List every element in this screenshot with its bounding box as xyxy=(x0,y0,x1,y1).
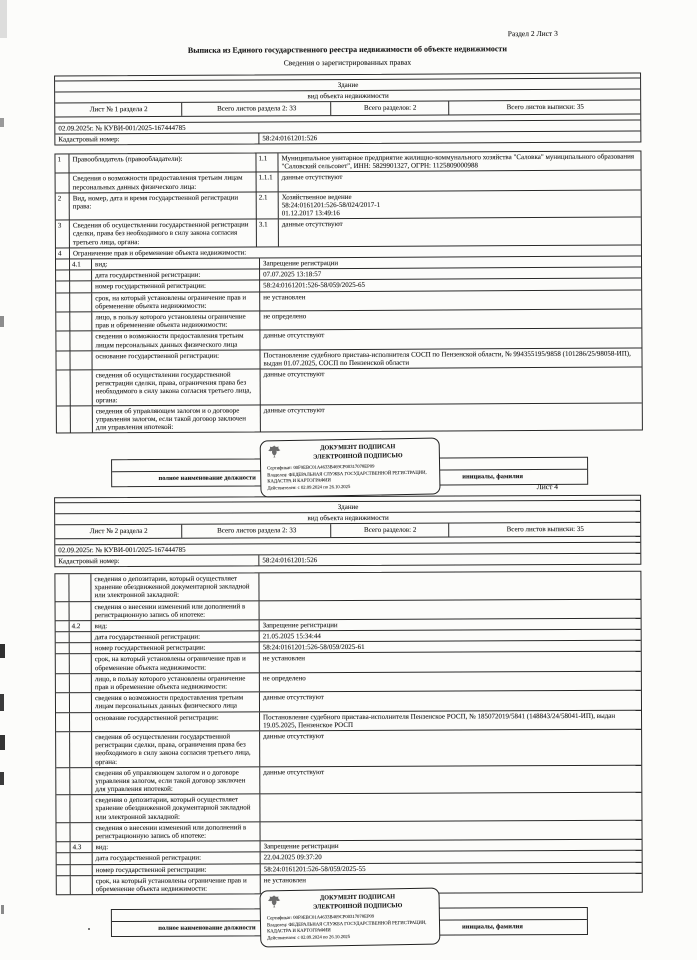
sheet-corner-label: Лист 4 xyxy=(536,482,559,492)
object-type-table xyxy=(54,72,641,145)
sheet-3 xyxy=(0,28,697,492)
row-value: не установлен xyxy=(259,652,641,672)
row-label: сведения об управляющем залогом и о договоре управления залогом, если такой договор заключен для управления ипотекой: xyxy=(91,767,259,794)
table-row xyxy=(56,671,641,693)
table-row xyxy=(56,792,641,822)
row-value xyxy=(258,572,640,600)
table-row xyxy=(56,764,641,794)
row-number xyxy=(56,174,69,192)
row-label: Сведения об осуществлении государственной регистрации сделки, права без необходимого в силу закона согласия третьего лица, органа: xyxy=(69,220,256,248)
cadastral-value: 58:24:0161201:526 xyxy=(258,553,640,565)
cadastral-label: Кадастровый номер: xyxy=(58,556,120,566)
signature-initials-label: инициалы, фамилия xyxy=(397,470,587,485)
sheet1-tables xyxy=(54,72,643,492)
row-sub-number: 4.1 xyxy=(69,259,91,269)
row-label: Правообладатель (правообладатели): xyxy=(68,153,255,172)
object-type: Здание xyxy=(337,80,359,90)
row-label: Вид, номер, дата и время государственной регистрации права: xyxy=(69,192,256,220)
stamp-owner: Владелец: ФЕДЕРАЛЬНАЯ СЛУЖБА ГОСУДАРСТВЕННОЙ РЕГИСТРАЦИИ, КАДАСТРА И КАРТОГРАФИИ xyxy=(266,470,427,485)
row-label: сведения о внесении изменений или дополнений в регистрационную запись об ипотеке: xyxy=(91,601,259,620)
row-value: не установлен xyxy=(260,873,642,893)
row-value: данные отсутствуют xyxy=(278,218,641,246)
row-value: не определено xyxy=(259,672,641,692)
rights-table xyxy=(54,150,642,434)
row-value: Запрещение регистрации xyxy=(259,619,641,631)
row-label: вид: xyxy=(91,620,259,631)
row-label: сведения об осуществлении государственной регистрации сделки, права, ограничения права без необходимого в силу закона согласия третьего лица, органа: xyxy=(91,731,259,766)
row-label: сведения о возможности предоставления третьим лицам персональных данных физического лица xyxy=(91,331,259,350)
table-row xyxy=(56,820,641,842)
total-sheets-section: Всего листов раздела 2: 33 xyxy=(181,524,330,537)
section-header-label: Ограничение прав и обременение объекта недвижимости: xyxy=(69,245,641,258)
table-row xyxy=(56,690,641,712)
row-value: 58:24:0161201:526-58/059/2025-55 xyxy=(260,862,642,874)
row-sub-number: 4.3 xyxy=(70,842,92,852)
row-value: 21.05.2025 15:34:44 xyxy=(259,630,641,642)
row-value: данные отсутствуют xyxy=(259,730,641,766)
row-value: данные отсутствуют xyxy=(260,368,642,405)
doc-title: Выписка из Единого государственного реестра недвижимости об объекте недвижимости xyxy=(187,44,507,55)
row-number: 3 xyxy=(57,221,62,230)
table-row xyxy=(56,729,641,767)
row-value xyxy=(259,793,641,821)
stamp-owner: Владелец: ФЕДЕРАЛЬНАЯ СЛУЖБА ГОСУДАРСТВЕННОЙ РЕГИСТРАЦИИ, КАДАСТРА И КАРТОГРАФИИ xyxy=(266,920,426,935)
scan-artifact xyxy=(0,316,4,327)
row-value xyxy=(259,821,641,841)
table-row xyxy=(56,170,641,192)
scan-artifact xyxy=(0,0,7,38)
row-label: основание государственной регистрации: xyxy=(91,350,259,369)
row-value: данные отсутствуют xyxy=(259,329,641,349)
table-row xyxy=(56,709,641,731)
doc-number: 02.09.2025г. № КУВИ-001/2025-167444785 xyxy=(58,545,186,554)
sheet-number: Лист № 1 раздела 2 xyxy=(89,105,148,114)
table-row xyxy=(55,572,640,601)
row-label: срок, на который установлены ограничение прав и обременение объекта недвижимости: xyxy=(91,654,259,673)
row-value: данные отсутствуют xyxy=(278,171,641,191)
e-signature-stamp xyxy=(259,888,440,948)
row-sub-number: 4.2 xyxy=(69,621,91,631)
scan-artifact xyxy=(0,118,4,127)
row-number: 4 xyxy=(57,249,62,258)
object-type-table xyxy=(54,495,641,567)
row-label: дата государственной регистрации: xyxy=(91,270,259,281)
row-value: Постановление судебного пристава-исполнителя СОСП по Пензенской области, № 994355195/9858 (101286/25/98058-ИП), выдан 01.07.2025, СОСП по Пензенской области xyxy=(259,348,641,368)
scan-artifact xyxy=(0,644,5,658)
scan-artifact xyxy=(0,772,4,785)
object-type-caption: вид объекта недвижимости xyxy=(307,514,389,523)
row-value: не определено xyxy=(259,309,641,329)
table-row xyxy=(56,328,641,350)
row-value xyxy=(259,599,641,619)
row-label: сведения о депозитарии, который осуществляет хранение обездвиженной документарной закладной или электронной закладной: xyxy=(90,573,258,600)
row-label: Сведения о возможности предоставления третьим лицам персональных данных физического лица: xyxy=(69,173,256,192)
object-type: Здание xyxy=(337,502,359,512)
scan-artifact xyxy=(0,735,5,750)
signature-block xyxy=(111,893,588,942)
row-label: сведения об управляющем залогом и о договоре управления залогом, если такой договор заключен для управления ипотекой: xyxy=(92,405,260,432)
row-value: Запрещение регистрации xyxy=(260,840,642,852)
row-label: лицо, в пользу которого установлены ограничение прав и обременение объекта недвижимости: xyxy=(91,311,259,330)
doc-subtitle: Сведения о зарегистрированных правах xyxy=(283,57,412,68)
row-value: 58:24:0161201:526-58/059/2025-61 xyxy=(259,641,641,653)
total-sheets: Всего листов выписки: 35 xyxy=(448,101,640,114)
stamp-certificate: Сертификат: 00F9ЕВС01А4633В469СР00317078ЕР09 xyxy=(266,464,374,472)
table-row xyxy=(56,308,641,330)
sheet-number: Лист № 2 раздела 2 xyxy=(89,527,148,536)
signature-position-label: полное наименование должности xyxy=(158,474,256,483)
cadastral-label: Кадастровый номер: xyxy=(58,134,120,144)
total-sections: Всего разделов: 2 xyxy=(330,524,448,537)
row-label: дата государственной регистрации: xyxy=(91,631,259,642)
stamp-validity: Действителен: с 02.09.2024 по 26.10.2025 xyxy=(266,934,350,942)
row-label: сведения о возможности предоставления третьим лицам персональных данных физического лица xyxy=(91,693,259,712)
coat-of-arms-icon xyxy=(266,445,282,465)
cadastral-value: 58:24:0161201:526 xyxy=(258,131,640,143)
row-value: данные отсутствуют xyxy=(260,403,642,432)
row-number: 2 xyxy=(57,194,62,203)
row-value: данные отсутствуют xyxy=(259,765,641,793)
stamp-title-line1: ДОКУМЕНТ ПОДПИСАН xyxy=(319,893,395,902)
coat-of-arms-icon xyxy=(266,894,282,914)
row-value: 22.04.2025 09:37:20 xyxy=(260,851,642,863)
row-sub-number: 2.1 xyxy=(256,192,278,219)
total-sections: Всего разделов: 2 xyxy=(330,102,448,115)
stamp-validity: Действителен: с 02.09.2024 по 26.10.2025 xyxy=(266,485,350,492)
sheet-meta-row xyxy=(55,522,640,538)
row-value: данные отсутствуют xyxy=(259,691,641,711)
table-row xyxy=(56,598,641,620)
row-label: номер государственной регистрации: xyxy=(92,864,260,875)
table-row xyxy=(57,402,642,433)
table-row xyxy=(57,367,642,406)
signature-position-label: полное наименование должности xyxy=(158,924,256,932)
row-label: сведения о внесении изменений или дополнений в регистрационную запись об ипотеке: xyxy=(91,822,259,841)
signature-initials-label: инициалы, фамилия xyxy=(397,920,587,935)
sheet-corner-label: Раздел 2 Лист 3 xyxy=(507,28,558,39)
total-sheets-section: Всего листов раздела 2: 33 xyxy=(181,102,330,115)
scan-artifact xyxy=(1,905,4,914)
row-label: основание государственной регистрации: xyxy=(91,712,259,731)
row-value: Постановление судебного пристава-исполнителя Пензенское РОСП, № 185072019/5841 (148843/24/58041-ИП), выдан 19.05.2025, Пензенское РОСП xyxy=(259,710,641,730)
doc-number: 02.09.2025г. № КУВИ-001/2025-167444785 xyxy=(58,123,186,133)
row-label: срок, на который установлены ограничение прав и обременение объекта недвижимости: xyxy=(92,875,260,894)
object-type-caption: вид объекта недвижимости xyxy=(307,91,389,101)
row-label: вид: xyxy=(91,258,259,269)
table-row xyxy=(56,651,641,673)
stamp-certificate: Сертификат: 00F9ЕВС01А4633В469СР00317078ЕР09 xyxy=(266,914,374,922)
row-sub-number: 3.1 xyxy=(256,220,278,247)
row-label: дата государственной регистрации: xyxy=(92,853,260,864)
sheet-4 xyxy=(0,481,697,942)
row-label: срок, на который установлены ограничение прав и обременение объекта недвижимости: xyxy=(91,292,259,311)
row-number xyxy=(56,259,69,269)
table-row xyxy=(55,151,640,172)
stamp-title xyxy=(282,443,432,464)
row-sub-number: 1.1.1 xyxy=(256,173,278,191)
stamp-title xyxy=(282,893,432,913)
scan-artifact xyxy=(0,694,4,711)
row-value: не установлен xyxy=(259,290,641,310)
row-label: сведения об осуществлении государственной регистрации сделки, права, ограничения права без необходимого в силу закона согласия третьего лица, органа: xyxy=(92,370,260,406)
row-value: Запрещение регистрации xyxy=(259,256,641,268)
stamp-title-line1: ДОКУМЕНТ ПОДПИСАН xyxy=(319,443,395,452)
row-label: вид: xyxy=(92,842,260,853)
table-row xyxy=(56,289,641,311)
sheet2-tables xyxy=(54,495,643,942)
total-sheets: Всего листов выписки: 35 xyxy=(448,523,640,536)
row-value: Хозяйственное ведение 58:24:0161201:526-58/024/2017-1 01.12.2017 13:49:16 xyxy=(278,190,641,218)
row-label: лицо, в пользу которого установлены ограничение прав и обременение объекта недвижимости: xyxy=(91,673,259,692)
row-value: 58:24:0161201:526-58/059/2025-65 xyxy=(259,279,641,291)
stamp-title-line2: ЭЛЕКТРОННОЙ ПОДПИСЬЮ xyxy=(312,902,402,911)
stamp-title-line2: ЭЛЕКТРОННОЙ ПОДПИСЬЮ xyxy=(312,452,403,462)
row-label: номер государственной регистрации: xyxy=(91,643,259,654)
row-number: 1 xyxy=(57,155,61,164)
rights-table-continued xyxy=(54,571,642,896)
row-sub-number: 1.1 xyxy=(255,153,277,171)
row-label: сведения о депозитарии, который осуществляет хранение обездвиженной документарной закладной или электронной закладной: xyxy=(91,795,259,822)
row-value: 07.07.2025 13:18:57 xyxy=(259,268,641,280)
table-row xyxy=(56,347,641,369)
table-row xyxy=(56,217,641,248)
scan-artifact xyxy=(88,928,90,930)
table-row xyxy=(56,189,641,220)
row-label: номер государственной регистрации: xyxy=(91,281,259,292)
row-value: Муниципальное унитарное предприятие жилищно-коммунального хозяйства "Саловка" муниципального образования "Саловский сельсовет", ИНН: 5829901327, ОГРН: 1125809000988 xyxy=(277,151,640,171)
